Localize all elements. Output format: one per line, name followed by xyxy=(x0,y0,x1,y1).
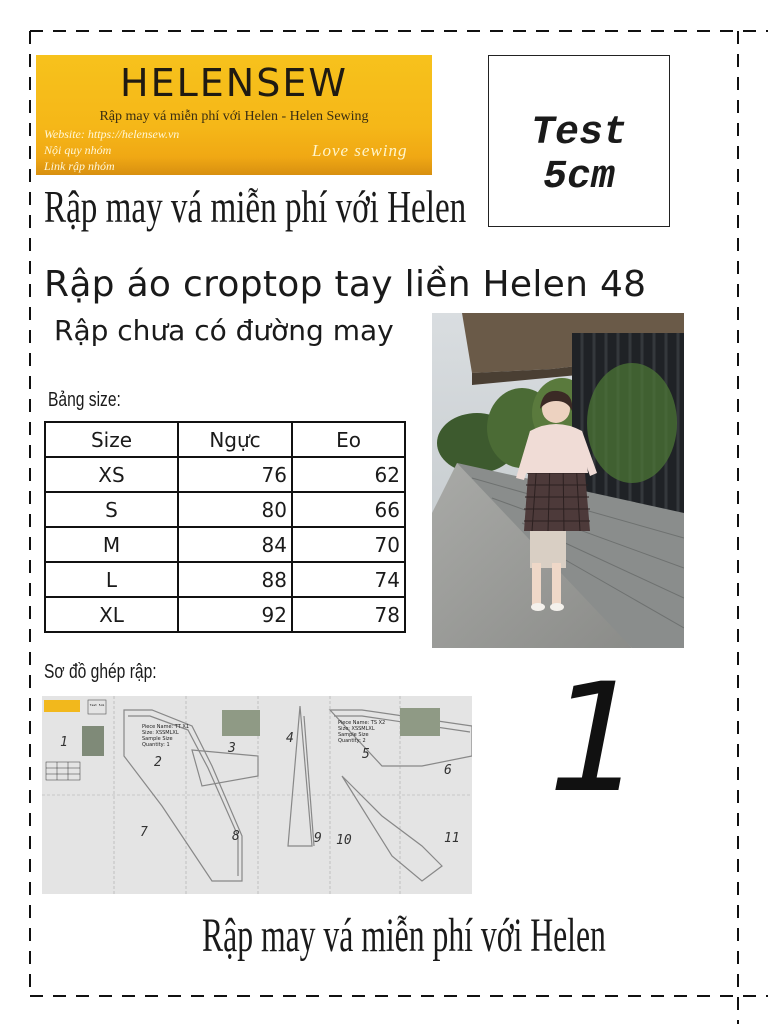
test-label: Test xyxy=(530,111,627,156)
table-row xyxy=(45,492,405,527)
thumb-page-number: 2 xyxy=(154,755,162,770)
size-table-header xyxy=(45,422,405,457)
thumb-piece2-name: Piece Name: TS X2 xyxy=(338,720,386,726)
size-cell: XL xyxy=(45,597,178,632)
page-number: 1 xyxy=(548,652,644,826)
size-table xyxy=(44,421,406,633)
header-waist: Eo xyxy=(292,422,405,457)
helensew-logo-banner xyxy=(36,55,432,175)
waist-cell: 74 xyxy=(292,562,405,597)
waist-cell: 62 xyxy=(292,457,405,492)
size-cell: L xyxy=(45,562,178,597)
logo-love-sewing: Love sewing xyxy=(312,141,408,160)
pattern-layout-thumbnail xyxy=(42,696,472,894)
logo-group-rules: Nội quy nhóm xyxy=(44,143,112,157)
thumb-page-number: 7 xyxy=(140,825,148,840)
size-cell: XS xyxy=(45,457,178,492)
size-cell: S xyxy=(45,492,178,527)
thumb-page-number: 10 xyxy=(336,833,352,848)
bust-cell: 88 xyxy=(178,562,292,597)
thumb-piece1-name: Piece Name: TT X1 xyxy=(142,724,190,730)
table-row xyxy=(45,597,405,632)
logo-tagline: Rập may vá miễn phí với Helen - Helen Sewing xyxy=(99,109,369,124)
bust-cell: 84 xyxy=(178,527,292,562)
header-bust: Ngực xyxy=(178,422,292,457)
layout-label: Sơ đồ ghép rập: xyxy=(44,661,157,683)
thumb-page-number: 9 xyxy=(314,831,322,846)
pattern-title: Rập áo croptop tay liền Helen 48 xyxy=(44,264,647,305)
waist-cell: 70 xyxy=(292,527,405,562)
waist-cell: 66 xyxy=(292,492,405,527)
table-row xyxy=(45,457,405,492)
bust-cell: 76 xyxy=(178,457,292,492)
footer-slogan: Rập may vá miễn phí với Helen xyxy=(202,909,606,962)
header-slogan: Rập may vá miễn phí với Helen xyxy=(44,181,467,232)
table-row xyxy=(45,562,405,597)
model-photo-illustration xyxy=(432,313,684,648)
pattern-layout-diagram xyxy=(42,696,472,894)
logo-website: Website: https://helensew.vn xyxy=(44,127,180,141)
thumb-page-number: 3 xyxy=(228,741,236,756)
thumb-piece1-size: Size: XSSMLXL xyxy=(142,730,179,736)
thumb-page-number: 4 xyxy=(286,731,294,746)
size-table-label: Bảng size: xyxy=(48,389,121,411)
test-square-5cm xyxy=(488,55,670,227)
table-row xyxy=(45,527,405,562)
bust-cell: 92 xyxy=(178,597,292,632)
thumb-page-number: 11 xyxy=(444,831,460,846)
header-size: Size xyxy=(45,422,178,457)
waist-cell: 78 xyxy=(292,597,405,632)
pattern-subtitle: Rập chưa có đường may xyxy=(54,314,394,347)
thumb-piece1-quantity: Quantity: 1 xyxy=(142,742,170,748)
thumb-piece1-sample: Sample Size xyxy=(142,736,173,742)
logo-group-link: Link rập nhóm xyxy=(44,159,115,173)
thumb-piece2-sample: Sample Size xyxy=(338,732,369,738)
thumb-page-number: 6 xyxy=(444,763,452,778)
thumb-page-number: 5 xyxy=(362,747,370,762)
thumb-page-number: 8 xyxy=(232,829,240,844)
size-cell: M xyxy=(45,527,178,562)
thumb-piece2-size: Size: XSSMLXL xyxy=(338,726,375,732)
test-size: 5cm xyxy=(542,155,615,200)
logo-title: HELENSEW xyxy=(120,61,348,105)
thumb-piece2-quantity: Quantity: 2 xyxy=(338,738,366,744)
model-photo xyxy=(432,313,684,648)
bust-cell: 80 xyxy=(178,492,292,527)
thumb-test-label: Test 5cm xyxy=(89,703,105,707)
thumb-page-number: 1 xyxy=(60,735,68,750)
